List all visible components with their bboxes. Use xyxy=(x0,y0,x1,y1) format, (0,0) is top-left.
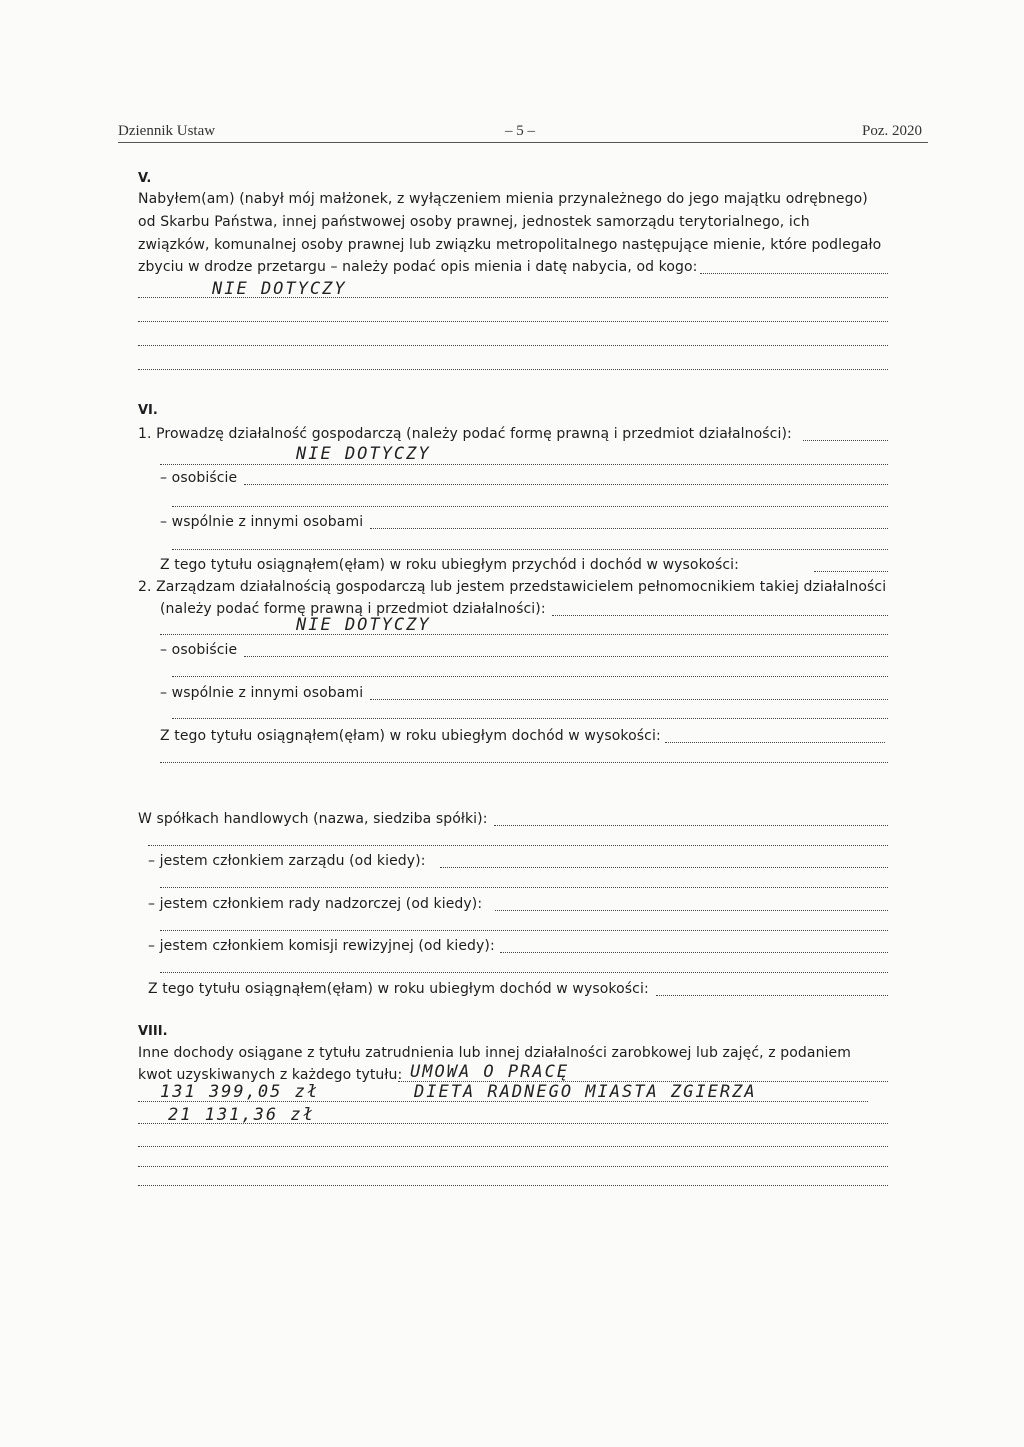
section-v-number: V. xyxy=(138,171,152,186)
fill-line xyxy=(440,867,888,868)
personally-label: – osobiście xyxy=(160,642,238,658)
position-number: Poz. 2020 xyxy=(862,123,922,139)
fill-line xyxy=(495,910,888,911)
fill-line xyxy=(370,699,888,700)
fill-line xyxy=(160,464,888,465)
personally-label: – osobiście xyxy=(160,470,238,486)
fill-line xyxy=(172,549,888,550)
fill-line xyxy=(160,930,888,931)
companies-label: W spółkach handlowych (nazwa, siedziba spółki): xyxy=(138,811,488,827)
other-income-text: Inne dochody osiągane z tytułu zatrudnienia lub innej działalności zarobkowej lub zajęć, z podaniem xyxy=(138,1045,851,1061)
handwritten-answer: UMOWA O PRACĘ xyxy=(410,1062,570,1082)
fill-line xyxy=(172,676,888,677)
board-member-label: – jestem członkiem zarządu (od kiedy): xyxy=(148,853,426,869)
section-vi-number: VI. xyxy=(138,403,158,418)
fill-line xyxy=(138,345,888,346)
fill-line xyxy=(138,1166,888,1167)
fill-line xyxy=(138,1146,888,1147)
section-v-text-line: zbyciu w drodze przetargu – należy podać opis mienia i datę nabycia, od kogo: xyxy=(138,259,698,275)
audit-committee-label: – jestem członkiem komisji rewizyjnej (od kiedy): xyxy=(148,938,495,954)
fill-line xyxy=(138,1185,888,1186)
fill-line xyxy=(172,718,888,719)
fill-line xyxy=(160,887,888,888)
fill-line xyxy=(160,634,888,635)
fill-line xyxy=(160,762,888,763)
supervisory-board-label: – jestem członkiem rady nadzorczej (od kiedy): xyxy=(148,896,483,912)
fill-line xyxy=(665,742,885,743)
fill-line xyxy=(700,273,888,274)
fill-line xyxy=(138,369,888,370)
handwritten-answer: NIE DOTYCZY xyxy=(296,444,431,464)
section-v-text-line: związków, komunalnej osoby prawnej lub związku metropolitalnego następujące mienie, które podlegało xyxy=(138,237,882,253)
management-question-cont: (należy podać formę prawną i przedmiot działalności): xyxy=(160,601,546,617)
handwritten-answer: 21 131,36 zł xyxy=(168,1105,315,1125)
fill-line xyxy=(656,995,888,996)
fill-line xyxy=(148,845,888,846)
handwritten-answer: NIE DOTYCZY xyxy=(296,615,431,635)
jointly-label: – wspólnie z innymi osobami xyxy=(160,514,364,530)
fill-line xyxy=(803,440,888,441)
header-rule xyxy=(118,142,928,143)
handwritten-answer: 131 399,05 zł xyxy=(160,1082,320,1102)
fill-line xyxy=(814,571,888,572)
fill-line xyxy=(370,528,888,529)
fill-line xyxy=(244,484,888,485)
fill-line xyxy=(160,972,888,973)
fill-line xyxy=(552,615,888,616)
fill-line xyxy=(138,321,888,322)
fill-line xyxy=(244,656,888,657)
jointly-label: – wspólnie z innymi osobami xyxy=(160,685,364,701)
handwritten-answer: DIETA RADNEGO MIASTA ZGIERZA xyxy=(414,1082,757,1102)
section-viii-number: VIII. xyxy=(138,1024,168,1039)
handwritten-answer: NIE DOTYCZY xyxy=(212,279,347,299)
fill-line xyxy=(500,952,888,953)
section-v-text-line: od Skarbu Państwa, innej państwowej osoby prawnej, jednostek samorządu terytorialnego, ich xyxy=(138,214,810,230)
income-label: Z tego tytułu osiągnąłem(ęłam) w roku ubiegłym przychód i dochód w wysokości: xyxy=(160,557,739,573)
business-question: 1. Prowadzę działalność gospodarczą (należy podać formę prawną i przedmiot działalności): xyxy=(138,426,792,442)
income-label: Z tego tytułu osiągnąłem(ęłam) w roku ubiegłym dochód w wysokości: xyxy=(148,981,649,997)
fill-line xyxy=(172,506,888,507)
section-v-text-line: Nabyłem(am) (nabył mój małżonek, z wyłączeniem mienia przynależnego do jego majątku odrębnego) xyxy=(138,191,868,207)
journal-title: Dziennik Ustaw xyxy=(118,123,216,139)
management-question: 2. Zarządzam działalnością gospodarczą lub jestem przedstawicielem pełnomocnikiem takiej działalności xyxy=(138,579,887,595)
other-income-text-cont: kwot uzyskiwanych z każdego tytułu: xyxy=(138,1067,403,1083)
page-number: – 5 – xyxy=(505,123,535,139)
income-label: Z tego tytułu osiągnąłem(ęłam) w roku ubiegłym dochód w wysokości: xyxy=(160,728,661,744)
fill-line xyxy=(494,825,888,826)
